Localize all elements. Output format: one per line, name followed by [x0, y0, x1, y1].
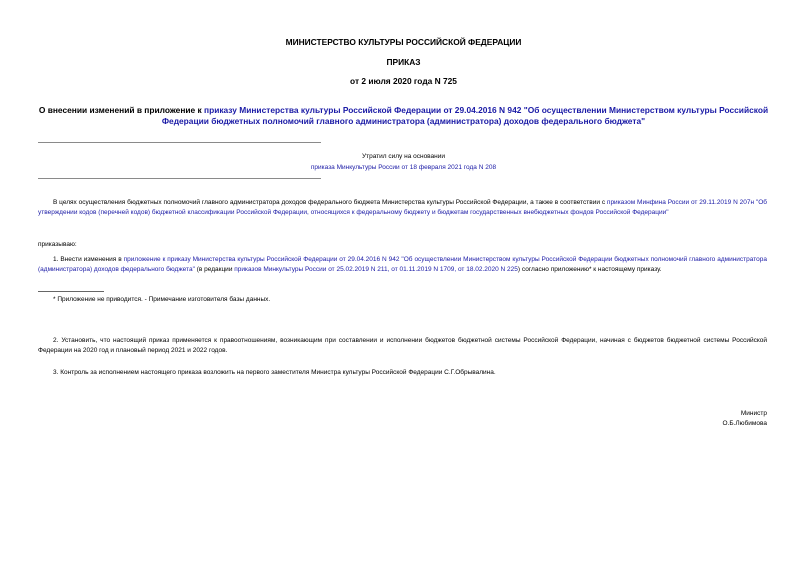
item-1-text-b: (в редакции [194, 266, 235, 273]
preamble-text: В целях осуществления бюджетных полномочий главного администратора доходов федерального бюджета Министерства культуры Российской Федерации, а также в соответствии с [53, 199, 607, 206]
document-title [30, 105, 777, 127]
status-link[interactable]: приказа Минкультуры России от 18 февраля 2021 года N 208 [310, 164, 497, 171]
ministry-heading: МИНИСТЕРСТВО КУЛЬТУРЫ РОССИЙСКОЙ ФЕДЕРАЦИИ [285, 37, 522, 47]
preamble-link[interactable]: приказом Минфина России от 29.11.2019 N 207н "Об утверждении кодов (перечней кодов) бюджетной классификации Российской Федерации, относящихся к федеральному бюджету и бюджетам государственных внебюджетных фондов Российской Федерации" [38, 199, 767, 216]
footnote-text: * Приложение не приводится. - Примечание изготовителя базы данных. [53, 296, 271, 303]
footnote-rule [38, 291, 104, 292]
item-1-link-2[interactable]: приказов Минкультуры России от 25.02.2019 N 211, от 01.11.2019 N 1709, от 18.02.2020 N 225 [234, 266, 518, 273]
status-rule-top [38, 142, 321, 143]
item-1-text-c: ) согласно приложению* к настоящему приказу. [517, 266, 662, 273]
title-prefix: О внесении изменений в приложение к [38, 105, 205, 115]
item-3-paragraph: 3. Контроль за исполнением настоящего приказа возложить на первого заместителя Министра культуры Российской Федерации С.Г.Обрывалина. [53, 369, 496, 376]
item-2-paragraph: 2. Установить, что настоящий приказ применяется к правоотношениям, возникающим при составлении и исполнении бюджетов бюджетной системы Российской Федерации, начиная с бюджетов бюджетной системы Российской Федерации на 2020 год и плановый период 2021 и 2022 годов. [38, 337, 767, 354]
signature-position: Министр [740, 410, 767, 417]
doc-type-heading: ПРИКАЗ [386, 57, 421, 67]
signature-name: О.Б.Любимова [722, 420, 767, 427]
title-link[interactable]: приказу Министерства культуры Российской Федерации от 29.04.2016 N 942 "Об осуществлении Министерством культуры Российской Федерации бюджетных полномочий главного администратора (администратора) доходов федерального бюджета" [161, 105, 769, 126]
status-rule-bottom [38, 178, 321, 179]
item-1-paragraph [38, 255, 767, 275]
status-line: Утратил силу на основании [361, 153, 446, 160]
preamble-paragraph [38, 198, 767, 218]
item-1-text-a: 1. Внести изменения в [53, 256, 124, 263]
order-word: приказываю: [38, 241, 77, 248]
item-1-link-1[interactable]: приложение к приказу Министерства культуры Российской Федерации от 29.04.2016 N 942 "Об осуществлении Министерством культуры Российской Федерации бюджетных полномочий главного администратора (администратора) доходов федерального бюджета" [38, 256, 767, 273]
doc-date-number: от 2 июля 2020 года N 725 [350, 76, 457, 86]
